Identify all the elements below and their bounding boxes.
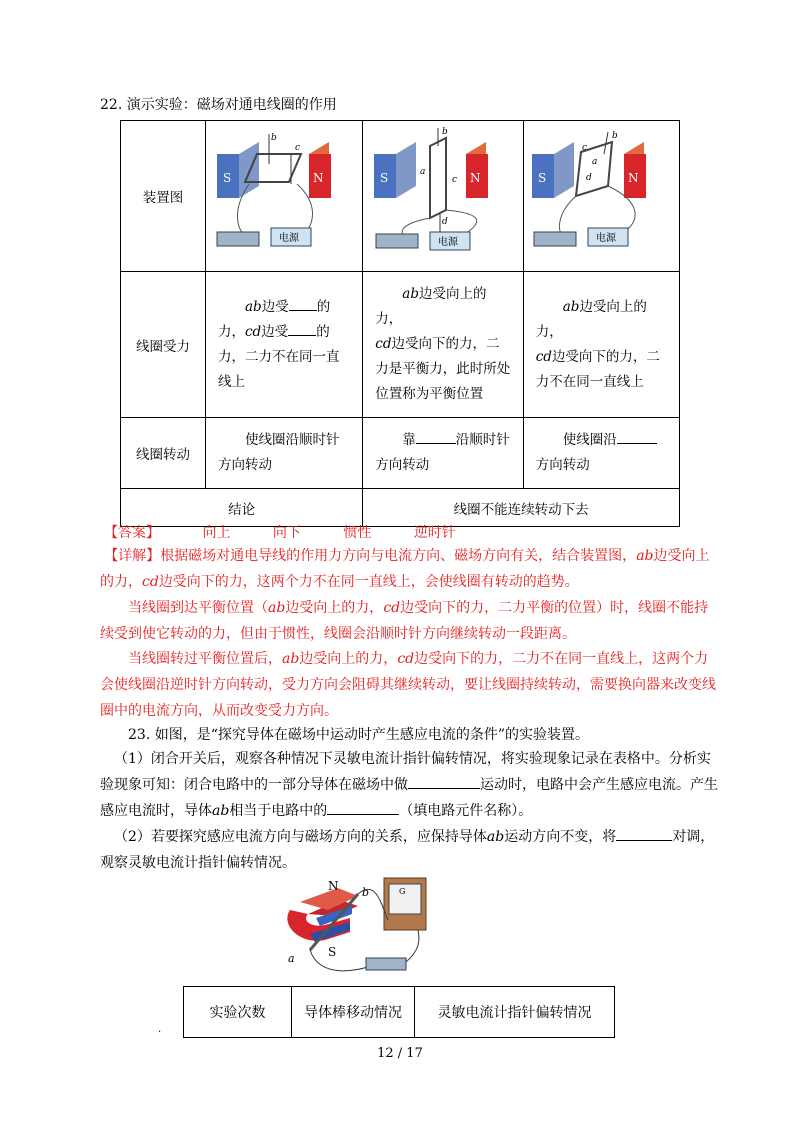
question-22-title: 22. 演示实验：磁场对通电线圈的作用 [100,97,337,113]
rotation-cell-3: 使线圈沿方向转动 [523,418,679,489]
header-trial-count: 实验次数 [184,987,292,1038]
answer-4: 逆时针 [413,525,456,541]
rotation-cell-2: 靠 沿顺时针方向转动 [363,418,523,489]
force-cell-1: ab边受 的 力，cd边受 的 力，二力不在同一直线上 [206,272,363,418]
question-23-title: 23. 如图，是“探究导体在磁场中运动时产生感应电流的条件”的实验装置。 [128,727,590,743]
svg-text:S: S [223,171,232,185]
svg-text:a: a [592,157,598,167]
svg-text:N: N [470,171,481,185]
svg-text:N: N [328,879,339,893]
svg-text:S: S [538,171,547,185]
diagram-2 [363,121,523,272]
svg-text:b: b [362,886,370,899]
detail-paragraph-3: 当线圈转过平衡位置后，ab边受向上的力，cd边受向下的力，二力不在同一直线上，这两个力会使线圈沿逆时针方向转动，受力方向会阻碍其继续转动，要让线圈持续转动，需要换向器来改变线圈中的电流方向，从而改变受力方向。 [100,651,716,719]
rotation-cell-1: 使线圈沿顺时针方向转动 [206,418,363,489]
header-rod-motion: 导体棒移动情况 [292,987,415,1038]
q23-part-2: （2）若要探究感应电流方向与磁场方向的关系，应保持导体ab运动方向不变，将 对调，观察灵敏电流计指针偏转情况。 [100,829,715,871]
induction-apparatus-figure [280,870,440,980]
force-cell-2: ab边受向上的力， cd边受向下的力，二力是平衡力，此时所处位置称为平衡位置 [363,272,523,418]
svg-text:d: d [586,173,593,183]
svg-text:b: b [442,127,448,137]
coil-diagram-2 [368,124,518,264]
header-needle-deflection: 灵敏电流计指针偏转情况 [415,987,615,1038]
svg-text:b: b [271,133,277,143]
svg-text:电源: 电源 [279,233,300,244]
svg-text:c: c [295,143,301,153]
svg-text:d: d [442,217,448,227]
answer-tag: 【答案】 [104,525,160,541]
row-label-diagram: 装置图 [121,121,206,272]
svg-text:电源: 电源 [596,233,617,244]
q22-table [120,120,680,527]
answer-1: 向上 [202,525,231,541]
conclusion-label: 结论 [121,489,363,527]
detail-paragraph-2: 当线圈到达平衡位置（ab边受向上的力，cd边受向下的力，二力平衡的位置）时，线圈不能持续受到使它转动的力，但由于惯性，线圈会沿顺时针方向继续转动一段距离。 [100,600,709,642]
svg-text:c: c [452,175,458,185]
row-label-force: 线圈受力 [121,272,206,418]
q23-table [183,986,615,1038]
force-cell-3: ab边受向上的力， cd边受向下的力，二力不在同一直线上 [523,272,679,418]
svg-text:b: b [612,131,619,141]
svg-text:a: a [288,952,295,965]
detail-paragraph-1: 【详解】根据磁场对通电导线的作用力方向与电流方向、磁场方向有关，结合装置图，ab边受向上的力，cd边受向下的力，这两个力不在同一直线上，会使线圈有转动的趋势。 [100,548,710,590]
page-number: 12 / 17 [377,1046,423,1061]
conclusion-text: 线圈不能连续转动下去 [363,489,680,527]
q23-part-1: （1）闭合开关后，观察各种情况下灵敏电流计指针偏转情况，将实验现象记录在表格中。分析实验现象可知：闭合电路中的一部分导体在磁场中做 运动时，电路中会产生感应电流。产生感应电流时，导体ab相当于电路中的 （填电路元件名称）。 [100,751,718,819]
coil-diagram-3 [526,124,676,264]
diagram-1 [206,121,363,272]
answer-2: 向下 [272,525,301,541]
coil-diagram-1 [209,124,359,264]
stray-dot: . [158,1024,162,1035]
answer-3: 惯性 [343,525,372,541]
svg-text:G: G [399,887,406,896]
row-label-rotation: 线圈转动 [121,418,206,489]
svg-text:a: a [420,167,426,177]
svg-text:S: S [328,945,337,959]
svg-text:N: N [628,171,639,185]
svg-text:N: N [313,171,324,185]
svg-text:c: c [582,143,588,153]
diagram-3 [523,121,679,272]
svg-text:S: S [380,171,389,185]
svg-text:电源: 电源 [438,237,458,248]
